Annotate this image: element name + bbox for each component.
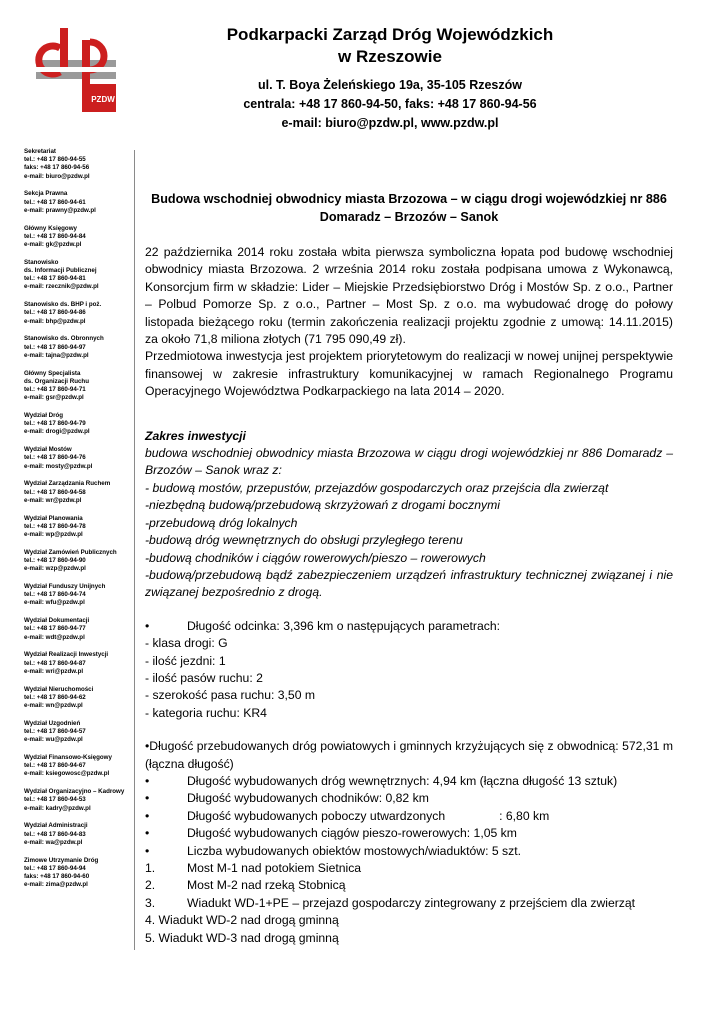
org-email: e-mail: biuro@pzdw.pl, www.pzdw.pl — [281, 116, 499, 130]
params-list — [145, 635, 673, 722]
object-number: 3. — [145, 895, 156, 910]
department-name: Wydział Realizacji Inwestycji — [24, 651, 109, 659]
department-name: Sekretariat — [24, 148, 56, 155]
object-item — [145, 877, 673, 894]
department-contact: ds. Informacji Publicznej — [24, 267, 97, 275]
department-contact: tel.: +48 17 860-94-57 — [24, 728, 86, 736]
object-item — [145, 895, 673, 912]
department-block — [24, 190, 136, 215]
department-contact: e-mail: wzp@pzdw.pl — [24, 565, 86, 573]
department-contact: faks: +48 17 860-94-60 — [24, 873, 90, 881]
length-text: Długość odcinka: 3,396 km o następujących parametrach: — [187, 618, 500, 633]
stat-item — [145, 808, 673, 825]
department-contacts — [24, 148, 136, 899]
tab-gap — [445, 808, 499, 825]
department-name: Wydział Zarządzania Ruchem — [24, 480, 111, 488]
object-item: 4. Wiadukt WD-2 nad drogą gminną — [145, 913, 339, 928]
stat-item — [145, 843, 673, 860]
logo-text: PZDW — [91, 95, 115, 104]
stat-item — [145, 773, 673, 790]
department-contact: tel.: +48 17 860-94-79 — [24, 420, 86, 428]
department-contact: tel.: +48 17 860-94-78 — [24, 522, 86, 530]
department-block — [24, 515, 136, 540]
bullet-mark: • — [145, 618, 150, 633]
department-contact: e-mail: wn@pzdw.pl — [24, 702, 83, 710]
department-block — [24, 259, 136, 292]
org-phones: centrala: +48 17 860-94-50, faks: +48 17 860-94-56 — [243, 97, 537, 111]
object-text: Most M-2 nad rzeką Stobnicą — [187, 878, 346, 893]
department-block — [24, 370, 136, 403]
scope-intro: budowa wschodniej obwodnicy miasta Brzozowa w ciągu drogi wojewódzkiej nr 886 Domaradz – Brzozów – Sanok wraz z: — [145, 446, 673, 478]
department-contact: tel.: +48 17 860-94-55 — [24, 156, 86, 164]
department-contact: e-mail: gk@pzdw.pl — [24, 241, 82, 249]
department-contact: e-mail: zima@pzdw.pl — [24, 881, 88, 889]
scope-item: -budową chodników i ciągów rowerowych/pieszo – rowerowych — [145, 550, 486, 565]
scope-item: -niezbędną budową/przebudową skrzyżowań z drogami bocznymi — [145, 498, 500, 513]
department-block — [24, 335, 136, 360]
department-contact: tel.: +48 17 860-94-62 — [24, 693, 86, 701]
stats-list — [145, 738, 673, 860]
department-contact: tel.: +48 17 860-94-61 — [24, 198, 86, 206]
bullet-mark: • — [145, 773, 150, 788]
department-block — [24, 583, 136, 608]
department-name: Wydział Administracji — [24, 822, 88, 830]
department-block — [24, 686, 136, 711]
department-block — [24, 857, 136, 890]
department-block — [24, 301, 136, 326]
department-contact: e-mail: drogi@pzdw.pl — [24, 428, 90, 436]
department-block — [24, 412, 136, 437]
department-contact: tel.: +48 17 860-94-83 — [24, 830, 86, 838]
department-block — [24, 549, 136, 574]
department-name: Wydział Mostów — [24, 446, 72, 454]
department-contact: e-mail: kadry@pzdw.pl — [24, 804, 91, 812]
department-name: Stanowisko ds. Obronnych — [24, 335, 104, 343]
department-contact: e-mail: mosty@pzdw.pl — [24, 462, 93, 470]
department-block — [24, 822, 136, 847]
intro-paragraph: 22 października 2014 roku została wbita pierwsza symboliczna łopata pod budowę wschodniej obwodnicy miasta Brzozowa. 2 września 2014 roku została podpisana umowa z Wykonawcą, Konsorcjum firm w składzie: Lider – Miejskie Przedsiębiorstwo Dróg i Mostów Sp. z o.o., Partner – Polbud Pomorze Sp. z o.o., Partner – Most Sp. z o.o. ma wybudować drogę do połowy listopada bieżącego roku (termin zakończenia realizacji projektu zgodnie z umową: 14.11.2015) za około 71,8 miliona złotych (71 795 090,49 zł). — [145, 245, 673, 347]
scope-item: -budową/przebudową bądź zabezpieczeniem urządzeń infrastruktury technicznej związanej i nie związanej bezpośrednio z drogą. — [145, 567, 673, 600]
objects-list — [145, 860, 673, 912]
department-contact: e-mail: wfu@pzdw.pl — [24, 599, 85, 607]
department-name: Wydział Planowania — [24, 514, 83, 522]
stat-text: Długość wybudowanych dróg wewnętrznych: 4,94 km (łączna długość 13 sztuk) — [187, 773, 618, 788]
department-contact: e-mail: biuro@pzdw.pl — [24, 172, 90, 180]
scope-item: -budową dróg wewnętrznych do obsługi przyległego terenu — [145, 533, 463, 548]
department-contact: tel.: +48 17 860-94-76 — [24, 454, 86, 462]
department-name: Sekcja Prawna — [24, 190, 68, 198]
department-contact: tel.: +48 17 860-94-58 — [24, 488, 86, 496]
department-block — [24, 651, 136, 676]
department-name: Wydział Organizacyjno – Kadrowy — [24, 788, 125, 796]
scope-item: - budową mostów, przepustów, przejazdów gospodarczych oraz przejścia dla zwierząt — [145, 480, 609, 495]
bullet-mark: • — [145, 843, 150, 858]
length-bullet — [145, 618, 673, 635]
object-number: 2. — [145, 878, 156, 893]
bullet-mark: • — [145, 808, 150, 823]
department-contact: e-mail: wu@pzdw.pl — [24, 736, 83, 744]
article-title: Budowa wschodniej obwodnicy miasta Brzozowa – w ciągu drogi wojewódzkiej nr 886 Domaradz – Brzozów – Sanok — [151, 192, 667, 224]
scope-list — [145, 480, 673, 602]
department-contact: e-mail: prawny@pzdw.pl — [24, 206, 96, 214]
object-item: 5. Wiadukt WD-3 nad drogą gminną — [145, 930, 339, 945]
department-name: Wydział Uzgodnień — [24, 719, 81, 727]
stat-item — [145, 738, 673, 773]
department-contact: tel.: +48 17 860-94-86 — [24, 309, 86, 317]
object-number: 1. — [145, 861, 156, 875]
department-contact: e-mail: wp@pzdw.pl — [24, 531, 83, 539]
department-contact: tel.: +48 17 860-94-94 — [24, 864, 86, 872]
stat-text: Długość wybudowanych poboczy utwardzonych — [187, 808, 446, 823]
article — [145, 190, 673, 947]
param-item: - ilość jezdni: 1 — [145, 653, 226, 668]
department-block — [24, 720, 136, 745]
stat-value: : 6,80 km — [499, 808, 550, 823]
pzdw-logo — [30, 20, 122, 118]
department-name: Główny Specjalista — [24, 369, 81, 377]
department-contact: tel.: +48 17 860-94-87 — [24, 659, 86, 667]
department-block — [24, 446, 136, 471]
department-name: Wydział Zamówień Publicznych — [24, 548, 117, 556]
department-contact: e-mail: wa@pzdw.pl — [24, 838, 83, 846]
department-contact: tel.: +48 17 860-94-84 — [24, 232, 86, 240]
org-name: Podkarpacki Zarząd Dróg Wojewódzkich — [226, 25, 554, 44]
department-contact: e-mail: tajna@pzdw.pl — [24, 351, 89, 359]
department-name: Główny Księgowy — [24, 224, 77, 232]
logo-graphic — [30, 20, 122, 118]
bullet-mark: • — [145, 791, 150, 806]
department-block — [24, 480, 136, 505]
letterhead — [170, 24, 610, 133]
param-item: - ilość pasów ruchu: 2 — [145, 670, 263, 685]
objects-extra-list — [145, 912, 673, 947]
priority-paragraph: Przedmiotowa inwestycja jest projektem priorytetowym do realizacji w nowej unijnej perspektywie finansowej w zakresie infrastruktury komunikacyjnej w ramach Regionalnego Programu Operacyjnego Województwa Podkarpackiego na lata 2014 – 2020. — [145, 349, 673, 399]
department-contact: e-mail: bhp@pzdw.pl — [24, 317, 86, 325]
department-contact: tel.: +48 17 860-94-90 — [24, 557, 86, 565]
param-item: - kategoria ruchu: KR4 — [145, 705, 267, 720]
bullet-mark: • — [145, 826, 150, 841]
param-item: - szerokość pasa ruchu: 3,50 m — [145, 688, 316, 703]
stat-item — [145, 825, 673, 842]
department-block — [24, 148, 136, 181]
object-text: Wiadukt WD-1+PE – przejazd gospodarczy zintegrowany z przejściem dla zwierząt — [187, 895, 636, 910]
department-contact: e-mail: wdt@pzdw.pl — [24, 633, 85, 641]
department-name: Wydział Nieruchomości — [24, 685, 94, 693]
department-block — [24, 788, 136, 813]
department-contact: e-mail: gsr@pzdw.pl — [24, 394, 84, 402]
department-block — [24, 617, 136, 642]
department-contact: ds. Organizacji Ruchu — [24, 377, 89, 385]
department-contact: e-mail: rzecznik@pzdw.pl — [24, 283, 99, 291]
object-text: Most M-1 nad potokiem Sietnica — [187, 861, 362, 875]
department-contact: tel.: +48 17 860-94-74 — [24, 591, 86, 599]
department-name: Wydział Finansowo-Księgowy — [24, 754, 112, 762]
department-name: Wydział Funduszy Unijnych — [24, 583, 106, 591]
scope-item: -przebudową dróg lokalnych — [145, 515, 298, 530]
stat-text: Długość wybudowanych chodników: 0,82 km — [187, 791, 429, 806]
department-contact: tel.: +48 17 860-94-71 — [24, 386, 86, 394]
bullet-mark: • — [145, 739, 150, 754]
department-name: Wydział Dróg — [24, 412, 64, 420]
department-contact: tel.: +48 17 860-94-53 — [24, 796, 86, 804]
scope-heading: Zakres inwestycji — [145, 428, 246, 443]
department-block — [24, 754, 136, 779]
object-item — [145, 860, 673, 877]
department-contact: tel.: +48 17 860-94-77 — [24, 625, 86, 633]
department-name: Wydział Dokumentacji — [24, 617, 90, 625]
department-name: Stanowisko — [24, 258, 59, 266]
department-contact: tel.: +48 17 860-94-81 — [24, 275, 86, 283]
department-contact: faks: +48 17 860-94-56 — [24, 164, 90, 172]
org-city: w Rzeszowie — [338, 47, 442, 66]
divider — [134, 150, 135, 950]
department-contact: tel.: +48 17 860-94-67 — [24, 762, 86, 770]
stat-item — [145, 790, 673, 807]
department-contact: tel.: +48 17 860-94-97 — [24, 343, 86, 351]
stat-text: Liczba wybudowanych obiektów mostowych/wiaduktów: 5 szt. — [187, 843, 521, 858]
department-contact: e-mail: wri@pzdw.pl — [24, 667, 84, 675]
department-name: Stanowisko ds. BHP i poż. — [24, 301, 102, 309]
department-name: Zimowe Utrzymanie Dróg — [24, 856, 99, 864]
param-item: - klasa drogi: G — [145, 636, 228, 651]
department-block — [24, 225, 136, 250]
org-address: ul. T. Boya Żeleńskiego 19a, 35-105 Rzeszów — [258, 78, 522, 92]
department-contact: e-mail: wr@pzdw.pl — [24, 496, 82, 504]
department-contact: e-mail: ksiegowosc@pzdw.pl — [24, 770, 110, 778]
stat-text: Długość wybudowanych ciągów pieszo-rowerowych: 1,05 km — [187, 826, 517, 841]
stat-text: Długość przebudowanych dróg powiatowych i gminnych krzyżujących się z obwodnicą: 572,31 m (łączna długość) — [145, 739, 673, 771]
